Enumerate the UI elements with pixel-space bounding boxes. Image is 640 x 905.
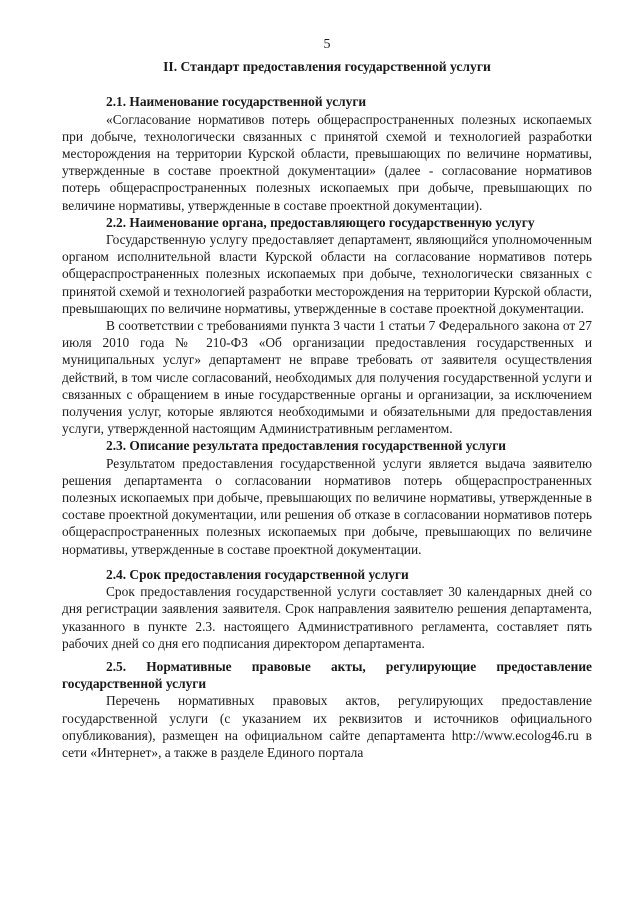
paragraph-2-1: «Согласование нормативов потерь общераспространенных полезных ископаемых при добыче, технологически связанных с принятой схемой и технологией разработки месторождения на территории Курской области, превышающих по величине нормативы, утвержденные в составе проектной документации» (далее - согласование нормативов потерь общераспространенных полезных ископаемых при добыче, превышающих по величине нормативы, утвержденные в составе проектной документации). (62, 111, 592, 213)
heading-2-2: 2.2. Наименование органа, предоставляющего государственную услугу (106, 214, 535, 230)
document-page (62, 36, 592, 761)
heading-2-3: 2.3. Описание результата предоставления государственной услуги (106, 438, 507, 454)
paragraph-2-3: Результатом предоставления государственной услуги является выдача заявителю решения департамента о согласовании нормативов потерь общераспространенных полезных ископаемых при добыче, превышающих по величине нормативы, утвержденные в составе проектной документации, или решения об отказе в согласовании нормативов потерь общераспространенных полезных ископаемых при добыче, превышающих по величине нормативы, утвержденные в составе проектной документации. (62, 455, 592, 557)
heading-2-5: 2.5. Нормативные правовые акты, регулирующие предоставление государственной услуги (62, 658, 592, 692)
section-title: II. Стандарт предоставления государственной услуги (163, 59, 491, 75)
heading-2-1: 2.1. Наименование государственной услуги (106, 94, 367, 110)
heading-2-4: 2.4. Срок предоставления государственной услуги (106, 566, 409, 582)
paragraph-2-2-b: В соответствии с требованиями пункта 3 части 1 статьи 7 Федерального закона от 27 июля 2010 года № 210-ФЗ «Об организации предоставления государственных и муниципальных услуг» департамент не вправе требовать от заявителя осуществления действий, в том числе согласований, необходимых для получения государственной услуги и связанных с обращением в иные государственные органы и организации, за исключением получения услуг, которые являются необходимыми и обязательными для предоставления услуги, утвержденной настоящим Административным регламентом. (62, 318, 592, 437)
page-number: 5 (323, 37, 331, 52)
paragraph-2-2-a: Государственную услугу предоставляет департамент, являющийся уполномоченным органом исполнительной власти Курской области на согласование нормативов потерь общераспространенных полезных ископаемых при добыче, технологически связанных с принятой схемой и технологией разработки месторождения на территории Курской области, превышающих по величине нормативы, утвержденные в составе проектной документации. (62, 232, 592, 316)
paragraph-2-4: Срок предоставления государственной услуги составляет 30 календарных дней со дня регистрации заявления заявителя. Срок направления заявителю решения департамента, указанного в пункте 2.3. настоящего Административного регламента, составляет пять рабочих дней со дня его подписания директором департамента. (62, 584, 592, 651)
paragraph-2-5: Перечень нормативных правовых актов, регулирующих предоставление государственной услуги (с указанием их реквизитов и источников официального опубликования), размещен на официальном сайте департамента http://www.ecolog46.ru в сети «Интернет», а также в разделе Единого портала (62, 693, 592, 760)
